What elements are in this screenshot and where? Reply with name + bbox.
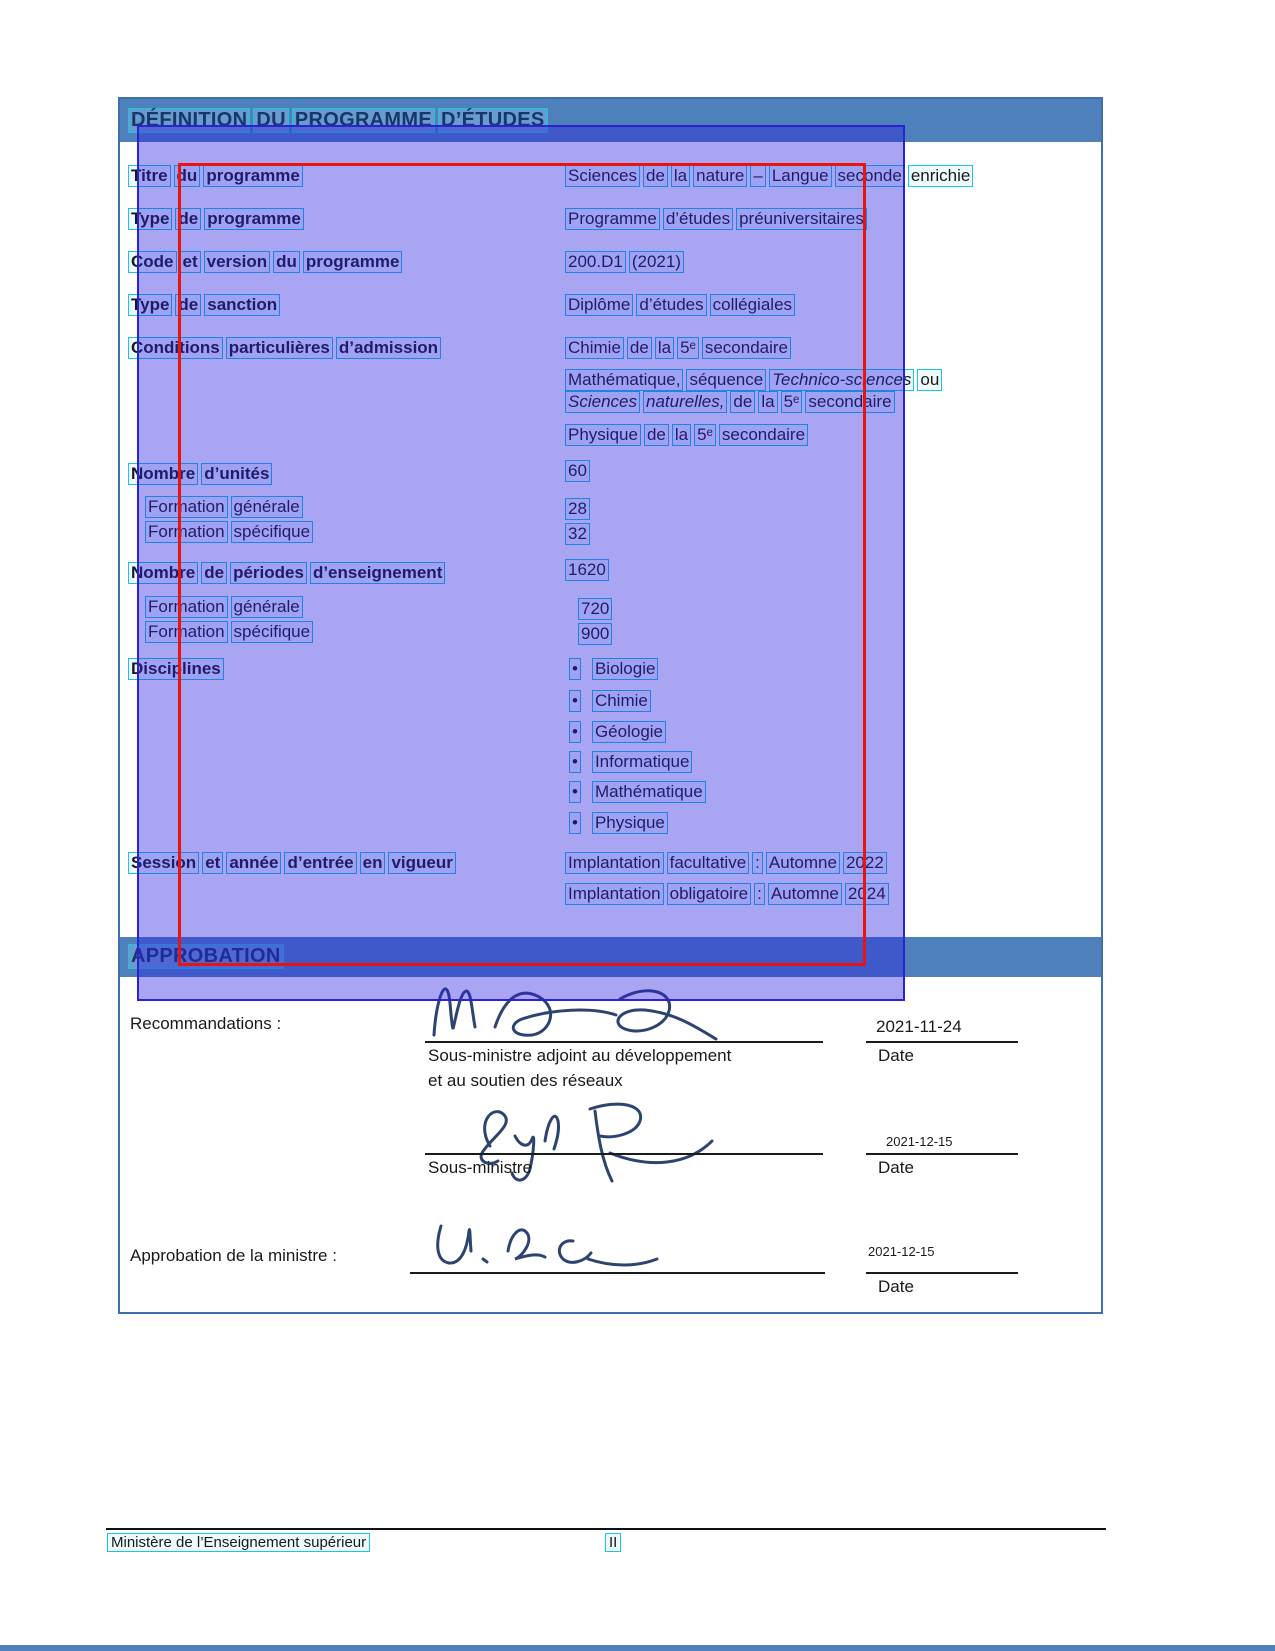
discipline-item-informatique	[569, 751, 695, 773]
discipline-name	[592, 722, 669, 741]
field-label-unites	[128, 463, 275, 485]
ocr-word-box: secondaire	[719, 424, 808, 446]
ocr-word-box: 5ᵉ	[694, 424, 716, 446]
discipline-item-geologie	[569, 721, 669, 743]
signature-line-2	[425, 1153, 823, 1155]
ocr-word-box: Mathématique	[592, 781, 706, 803]
conditions-2-italic	[769, 370, 917, 389]
field-value-periodes	[565, 559, 612, 581]
ocr-word-box: Formation	[145, 496, 228, 518]
ocr-word-box: Implantation	[565, 883, 664, 905]
ocr-word-box: la	[758, 391, 777, 413]
date-line-1	[866, 1041, 1018, 1043]
page-bottom-edge	[0, 1645, 1275, 1651]
recommandations-label: Recommandations :	[130, 1014, 282, 1033]
ocr-word-box: Automne	[768, 883, 842, 905]
ocr-word-box: programme	[203, 165, 303, 187]
ocr-word-box: •	[569, 812, 581, 834]
discipline-item-chimie	[569, 690, 654, 712]
bullet-icon	[569, 659, 584, 678]
ocr-word-box: programme	[204, 208, 304, 230]
conditions-2-end	[917, 370, 945, 389]
ocr-word-box: naturelles,	[643, 391, 727, 413]
field-label-disciplines	[128, 658, 227, 680]
field-value-periodes-specifique	[578, 623, 615, 645]
ocr-word-box: •	[569, 690, 581, 712]
signer1-role-line2: et au soutien des réseaux	[428, 1071, 623, 1090]
ocr-word-box: générale	[231, 596, 303, 618]
ocr-word-box: 5ᵉ	[781, 391, 803, 413]
ocr-word-box: APPROBATION	[128, 944, 284, 969]
signature-line-3	[410, 1272, 825, 1274]
field-value-sanction	[565, 294, 798, 316]
footer-ministry-text: Ministère de l’Enseignement supérieur	[107, 1533, 370, 1552]
ocr-word-box: Chimie	[565, 337, 624, 359]
signature-ministre	[423, 1211, 668, 1277]
ocr-word-box: spécifique	[231, 521, 314, 543]
ocr-word-box: 1620	[565, 559, 609, 581]
ocr-word-box: Géologie	[592, 721, 666, 743]
approbation-section-title	[128, 944, 287, 969]
ocr-word-box: Nombre	[128, 463, 198, 485]
ocr-word-box: collégiales	[710, 294, 795, 316]
ocr-word-box: Session	[128, 852, 199, 874]
date-line-3	[866, 1272, 1018, 1274]
ocr-word-box: de	[627, 337, 652, 359]
ocr-word-box: 2024	[845, 883, 889, 905]
ocr-word-box: et	[202, 852, 223, 874]
page-number-text: II	[605, 1533, 621, 1552]
ocr-word-box: obligatoire	[667, 883, 751, 905]
ocr-word-box: secondaire	[702, 337, 791, 359]
ocr-word-box: secondaire	[805, 391, 894, 413]
ocr-word-box: année	[226, 852, 281, 874]
ocr-word-box: •	[569, 658, 581, 680]
ocr-word-box: d’études	[663, 208, 733, 230]
ocr-word-box: d’enseignement	[310, 562, 445, 584]
ocr-word-box: •	[569, 781, 581, 803]
discipline-name	[592, 782, 709, 801]
ocr-word-box: Type	[128, 294, 172, 316]
ocr-word-box: vigueur	[388, 852, 455, 874]
discipline-item-mathematique	[569, 781, 709, 803]
ocr-word-box: 200.D1	[565, 251, 626, 273]
discipline-name	[592, 752, 696, 771]
field-label-periodes-specifique	[145, 621, 316, 643]
field-label-code	[128, 251, 405, 273]
ocr-word-box: ou	[917, 369, 942, 391]
field-value-conditions-4	[565, 424, 811, 446]
field-label-sanction	[128, 294, 283, 316]
field-value-unites	[565, 460, 593, 482]
ocr-word-box: Sciences	[565, 165, 640, 187]
discipline-item-physique	[569, 812, 671, 834]
ocr-word-box: :	[754, 883, 765, 905]
signer1-date-value: 2021-11-24	[876, 1017, 962, 1036]
footer-ministry	[107, 1534, 370, 1551]
ocr-word-box: •	[569, 721, 581, 743]
signature-line-1	[425, 1041, 823, 1043]
ocr-word-box: de	[201, 562, 227, 584]
ocr-word-box: nature	[693, 165, 747, 187]
definition-section-title	[128, 108, 551, 133]
ocr-word-box: générale	[231, 496, 303, 518]
ocr-word-box: séquence	[686, 369, 766, 391]
bullet-icon	[569, 782, 584, 801]
ocr-word-box: Nombre	[128, 562, 198, 584]
ocr-word-box: Type	[128, 208, 172, 230]
ocr-word-box: Formation	[145, 621, 228, 643]
field-value-type	[565, 208, 870, 230]
ocr-word-box: Diplôme	[565, 294, 633, 316]
field-label-session	[128, 852, 459, 874]
ocr-word-box: 28	[565, 498, 590, 520]
discipline-name	[592, 691, 654, 710]
ocr-word-box: version	[204, 251, 270, 273]
ocr-word-box: Implantation	[565, 852, 664, 874]
field-value-periodes-generale	[578, 598, 615, 620]
field-label-periodes-generale	[145, 596, 306, 618]
ocr-word-box: 60	[565, 460, 590, 482]
ocr-word-box: la	[672, 424, 691, 446]
date-label-1: Date	[878, 1046, 914, 1065]
ocr-word-box: d’admission	[336, 337, 441, 359]
ocr-word-box: de	[175, 208, 201, 230]
ocr-word-box: particulières	[226, 337, 333, 359]
signer1-role-line1: Sous-ministre adjoint au développement	[428, 1046, 732, 1065]
ocr-word-box: programme	[303, 251, 403, 273]
bullet-icon	[569, 691, 584, 710]
ocr-word-box: :	[752, 852, 763, 874]
field-value-conditions-1	[565, 337, 794, 359]
field-label-unites-generale	[145, 496, 306, 518]
ocr-word-box: •	[569, 751, 581, 773]
ocr-word-box: Code	[128, 251, 177, 273]
signature-sous-ministre-adjoint	[420, 977, 730, 1049]
field-value-conditions-2	[565, 369, 945, 391]
definition-section-header	[120, 99, 1101, 142]
ocr-word-box: la	[655, 337, 674, 359]
ocr-word-box: d’études	[636, 294, 706, 316]
field-label-conditions	[128, 337, 444, 359]
ocr-word-box: Programme	[565, 208, 660, 230]
field-value-session-1	[565, 852, 890, 874]
ocr-word-box: spécifique	[231, 621, 314, 643]
ocr-word-box: DU	[253, 108, 289, 133]
field-value-code	[565, 251, 687, 273]
ocr-word-box: Mathématique,	[565, 369, 683, 391]
field-label-type	[128, 208, 307, 230]
signer2-date-value: 2021-12-15	[886, 1134, 953, 1149]
ocr-word-box: du	[273, 251, 300, 273]
field-label-unites-specifique	[145, 521, 316, 543]
field-value-titre	[565, 165, 976, 187]
ocr-word-box: Chimie	[592, 690, 651, 712]
discipline-name	[592, 813, 671, 832]
approbation-section-header	[120, 937, 1101, 977]
ocr-word-box: Formation	[145, 596, 228, 618]
ocr-word-box: 5ᵉ	[677, 337, 699, 359]
ocr-word-box: Disciplines	[128, 658, 224, 680]
ocr-word-box: D’ÉTUDES	[438, 108, 548, 133]
conditions-3-italic	[565, 392, 730, 411]
ocr-word-box: enrichie	[908, 165, 974, 187]
ocr-word-box: et	[180, 251, 201, 273]
ocr-word-box: Automne	[766, 852, 840, 874]
footer-rule	[106, 1528, 1106, 1530]
ocr-word-box: seconde	[835, 165, 905, 187]
ocr-word-box: Sciences	[565, 391, 640, 413]
field-label-titre	[128, 165, 306, 187]
ocr-word-box: de	[175, 294, 201, 316]
footer-page-number	[605, 1534, 621, 1551]
ocr-word-box: préuniversitaires	[736, 208, 867, 230]
ocr-word-box: de	[644, 424, 669, 446]
ocr-word-box: Technico-sciences	[769, 369, 914, 391]
field-value-unites-generale	[565, 498, 593, 520]
bullet-icon	[569, 722, 584, 741]
ocr-word-box: PROGRAMME	[292, 108, 435, 133]
conditions-3-roman	[730, 392, 897, 411]
ministre-date-value: 2021-12-15	[868, 1244, 935, 1259]
ocr-word-box: 720	[578, 598, 612, 620]
signer2-role: Sous-ministre	[428, 1158, 532, 1177]
ocr-word-box: d’entrée	[284, 852, 356, 874]
ocr-word-box: sanction	[204, 294, 280, 316]
ocr-word-box: Informatique	[592, 751, 693, 773]
bullet-icon	[569, 752, 584, 771]
date-label-3: Date	[878, 1277, 914, 1296]
field-value-unites-specifique	[565, 523, 593, 545]
ocr-word-box: du	[174, 165, 201, 187]
ocr-word-box: en	[360, 852, 386, 874]
bullet-icon	[569, 813, 584, 832]
ministre-approval-label: Approbation de la ministre :	[130, 1246, 337, 1265]
ocr-word-box: Formation	[145, 521, 228, 543]
ocr-word-box: (2021)	[629, 251, 684, 273]
ocr-word-box: 32	[565, 523, 590, 545]
ocr-word-box: Physique	[565, 424, 641, 446]
ocr-word-box: DÉFINITION	[128, 108, 250, 133]
field-value-session-2	[565, 883, 892, 905]
ocr-word-box: d’unités	[201, 463, 272, 485]
field-value-conditions-3	[565, 391, 898, 413]
ocr-word-box: de	[730, 391, 755, 413]
ocr-word-box: la	[671, 165, 690, 187]
conditions-2-roman	[565, 370, 769, 389]
ocr-word-box: facultative	[667, 852, 750, 874]
ocr-word-box: Biologie	[592, 658, 659, 680]
discipline-item-biologie	[569, 658, 661, 680]
ocr-word-box: 900	[578, 623, 612, 645]
ocr-word-box: Langue	[769, 165, 832, 187]
date-line-2	[866, 1153, 1018, 1155]
ocr-word-box: Conditions	[128, 337, 223, 359]
ocr-word-box: Titre	[128, 165, 171, 187]
ocr-word-box: de	[643, 165, 668, 187]
date-label-2: Date	[878, 1158, 914, 1177]
discipline-name	[592, 659, 662, 678]
ocr-word-box: périodes	[230, 562, 307, 584]
field-label-periodes	[128, 562, 448, 584]
ocr-word-box: 2022	[843, 852, 887, 874]
ocr-word-box: –	[750, 165, 765, 187]
program-definition-box	[118, 97, 1103, 1314]
ocr-word-box: Physique	[592, 812, 668, 834]
